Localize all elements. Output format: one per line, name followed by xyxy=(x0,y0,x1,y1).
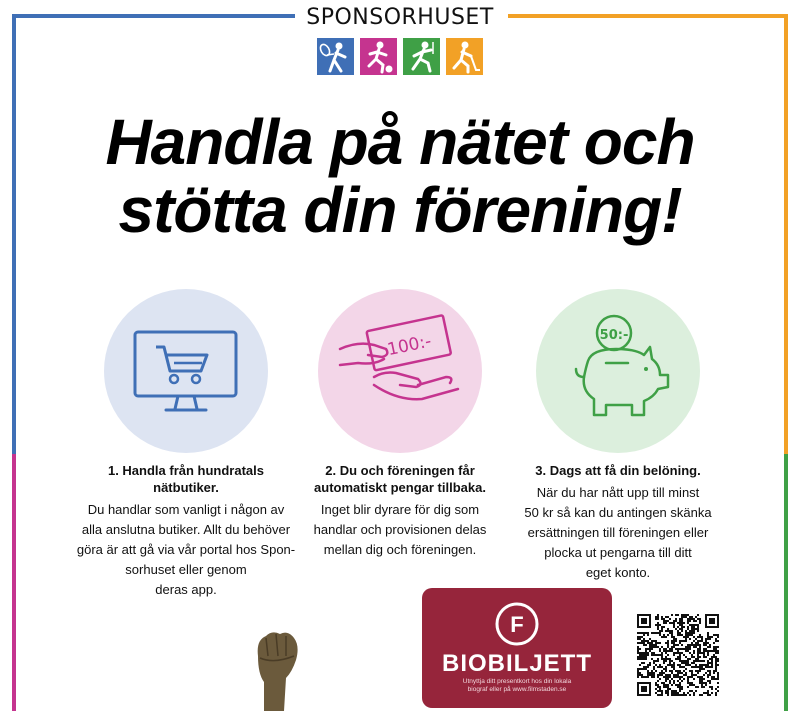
gift-card xyxy=(422,588,612,708)
card-subtitle-line: Utnyttja ditt presentkort hos din lokala xyxy=(462,678,572,685)
step-2-title xyxy=(290,462,510,496)
card-title: BIOBILJETT xyxy=(441,650,592,677)
step-3-body-line: eget konto. xyxy=(585,565,651,580)
card-subtitle xyxy=(432,678,602,694)
step-2-body-line: Inget blir dyrare för dig som xyxy=(320,502,480,517)
step-1-body-line: Du handlar som vanligt i någon av xyxy=(87,502,285,517)
step-2-title-line: 2. Du och föreningen får xyxy=(325,463,475,478)
note-text: 100:- xyxy=(385,331,434,361)
frame-top-left xyxy=(12,14,295,18)
brand-logo xyxy=(300,6,500,75)
computer-cart-icon xyxy=(104,289,268,453)
headline-line-2: stötta din förening! xyxy=(118,174,682,246)
step-3-body-line: 50 kr så kan du antingen skänka xyxy=(524,505,712,520)
frame-top-right xyxy=(508,14,788,18)
step-3-text xyxy=(508,462,728,583)
soccer-player-icon xyxy=(360,38,397,75)
step-3-title-line: 3. Dags att få din belöning. xyxy=(535,463,701,478)
step-2-text xyxy=(290,462,510,560)
step-3-circle xyxy=(536,289,700,453)
step-3-body-line: När du har nått upp till minst xyxy=(536,485,700,500)
step-3-body-line: ersättningen till föreningen eller xyxy=(527,525,709,540)
hockey-player-icon xyxy=(446,38,483,75)
step-3-body-line: plocka ut pengarna till ditt xyxy=(544,545,692,560)
step-1-circle xyxy=(104,289,268,453)
step-1-body-line: deras app. xyxy=(155,582,217,597)
step-3-body xyxy=(508,483,728,583)
step-1-body xyxy=(76,500,296,600)
step-2-title-line: automatiskt pengar tillbaka. xyxy=(314,480,486,495)
piggy-bank-icon xyxy=(536,289,700,453)
step-1-title-line: nätbutiker. xyxy=(153,480,219,495)
money-hand-icon xyxy=(318,289,482,453)
brand-icons xyxy=(300,38,500,75)
step-1-title-line: 1. Handla från hundratals xyxy=(107,463,265,478)
step-1-body-line: sorhuset eller genom xyxy=(125,562,247,577)
step-1-body-line: göra är att gå via vår portal hos Spon- xyxy=(76,542,296,557)
frame-right-green xyxy=(784,454,788,711)
card-subtitle-line: biograf eller på www.filmstaden.se xyxy=(467,686,567,693)
qr-code-icon[interactable] xyxy=(637,614,719,696)
step-1-body-line: alla anslutna butiker. Allt du behöver xyxy=(81,522,291,537)
step-2-body-line: handlar och provisionen delas xyxy=(313,522,487,537)
raised-fist-icon xyxy=(250,626,302,711)
headline-line-1: Handla på nätet och xyxy=(105,106,695,178)
step-3-title xyxy=(508,462,728,479)
card-logo-letter: F xyxy=(510,612,524,637)
headline xyxy=(0,108,800,244)
step-1-title xyxy=(76,462,296,496)
step-1-text xyxy=(76,462,296,600)
frame-left-magenta xyxy=(12,454,16,711)
brand-name: SPONSORHUSET xyxy=(306,5,494,30)
runner-icon xyxy=(403,38,440,75)
step-2-body-line: mellan dig och föreningen. xyxy=(323,542,477,557)
coin-text: 50:- xyxy=(599,328,629,343)
step-2-body xyxy=(290,500,510,560)
tennis-player-icon xyxy=(317,38,354,75)
step-2-circle xyxy=(318,289,482,453)
filmstaden-logo-icon xyxy=(422,588,612,658)
